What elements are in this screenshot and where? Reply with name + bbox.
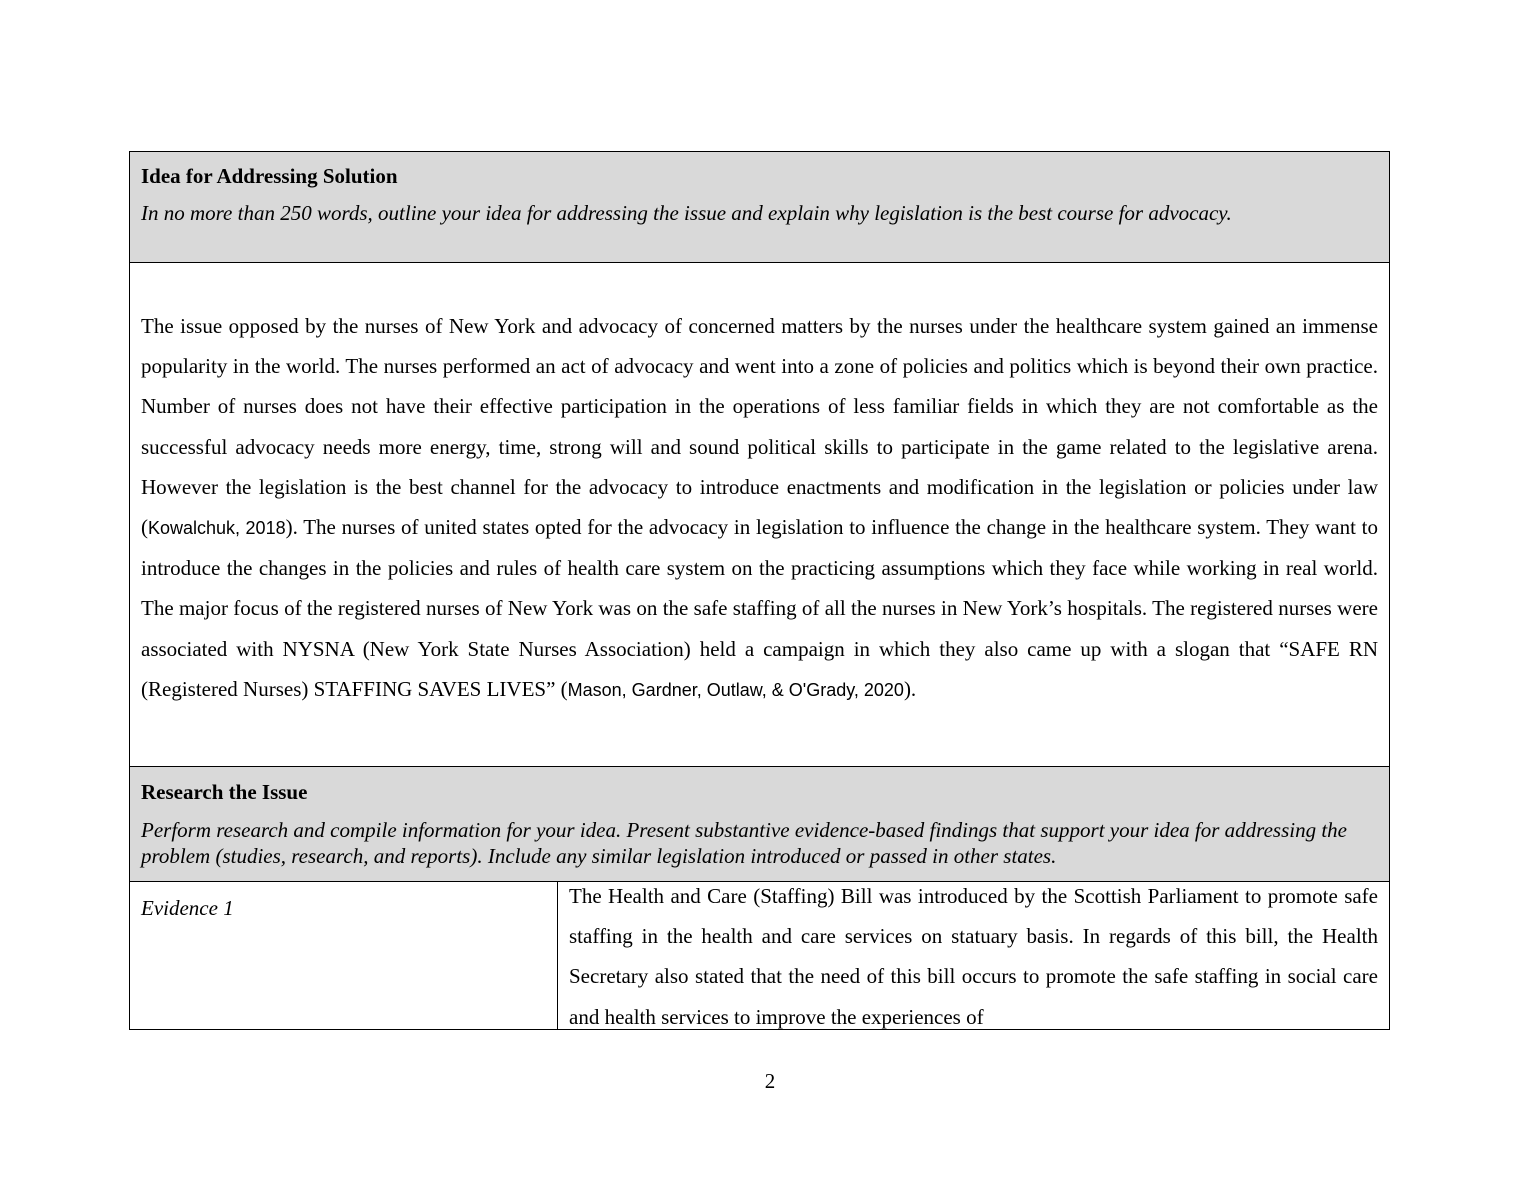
- research-header-row: [130, 767, 1390, 882]
- evidence-row: [130, 882, 1390, 1030]
- idea-section-instructions: In no more than 250 words, outline your idea for addressing the issue and explain why legislation is the best course for advocacy.: [141, 201, 1232, 225]
- evidence-text-cell: [558, 882, 1390, 1030]
- idea-body-paragraph: [141, 306, 1378, 710]
- research-section-title: Research the Issue: [141, 780, 308, 804]
- evidence-label: Evidence 1: [141, 896, 234, 920]
- idea-header-row: [130, 152, 1390, 263]
- idea-body-row: [130, 263, 1390, 767]
- idea-body-text-part1: The issue opposed by the nurses of New York and advocacy of concerned matters by the nurses under the healthcare system gained an immense popularity in the world. The nurses performed an act of advocacy and went into a zone of policies and politics which is beyond their own practice. Number of nurses does not have their effective participation in the operations of less familiar fields in which they are not comfortable as the successful advocacy needs more energy, time, strong will and sound political skills to participate in the game related to the legislative arena. However the legislation is the best channel for the advocacy to introduce enactments and modification in the legislation or policies under law (: [141, 314, 1378, 540]
- idea-body-cell: [130, 263, 1390, 767]
- assignment-table: [129, 151, 1390, 1030]
- idea-header-cell: [130, 152, 1390, 263]
- research-section-instructions: Perform research and compile information for your idea. Present substantive evidence-based findings that support your idea for addressing the problem (studies, research, and reports). Include any similar legislation introduced or passed in other states.: [141, 818, 1347, 868]
- page-number: 2: [764, 1069, 776, 1093]
- evidence-label-cell: [130, 882, 558, 1030]
- idea-body-text-part2: ). The nurses of united states opted for the advocacy in legislation to influence the change in the healthcare system. They want to introduce the changes in the policies and rules of health care system on the practicing assumptions which they face while working in real world. The major focus of the registered nurses of New York was on the safe staffing of all the nurses in New York’s hospitals. The registered nurses were associated with NYSNA (New York State Nurses Association) held a campaign in which they also came up with a slogan that “SAFE RN (Registered Nurses) STAFFING SAVES LIVES” (: [141, 515, 1378, 701]
- research-header-cell: [130, 767, 1390, 882]
- idea-section-title: Idea for Addressing Solution: [141, 164, 398, 188]
- evidence-text: The Health and Care (Staffing) Bill was introduced by the Scottish Parliament to promote safe staffing in the health and care services on statuary basis. In regards of this bill, the Health Secretary also stated that the need of this bill occurs to promote the safe staffing in social care and health services to improve the experiences of: [569, 884, 1378, 1029]
- citation-mason: Mason, Gardner, Outlaw, & O'Grady, 2020: [567, 679, 904, 700]
- citation-kowalchuk: Kowalchuk, 2018: [148, 518, 286, 539]
- idea-body-text-part3: ).: [903, 676, 917, 701]
